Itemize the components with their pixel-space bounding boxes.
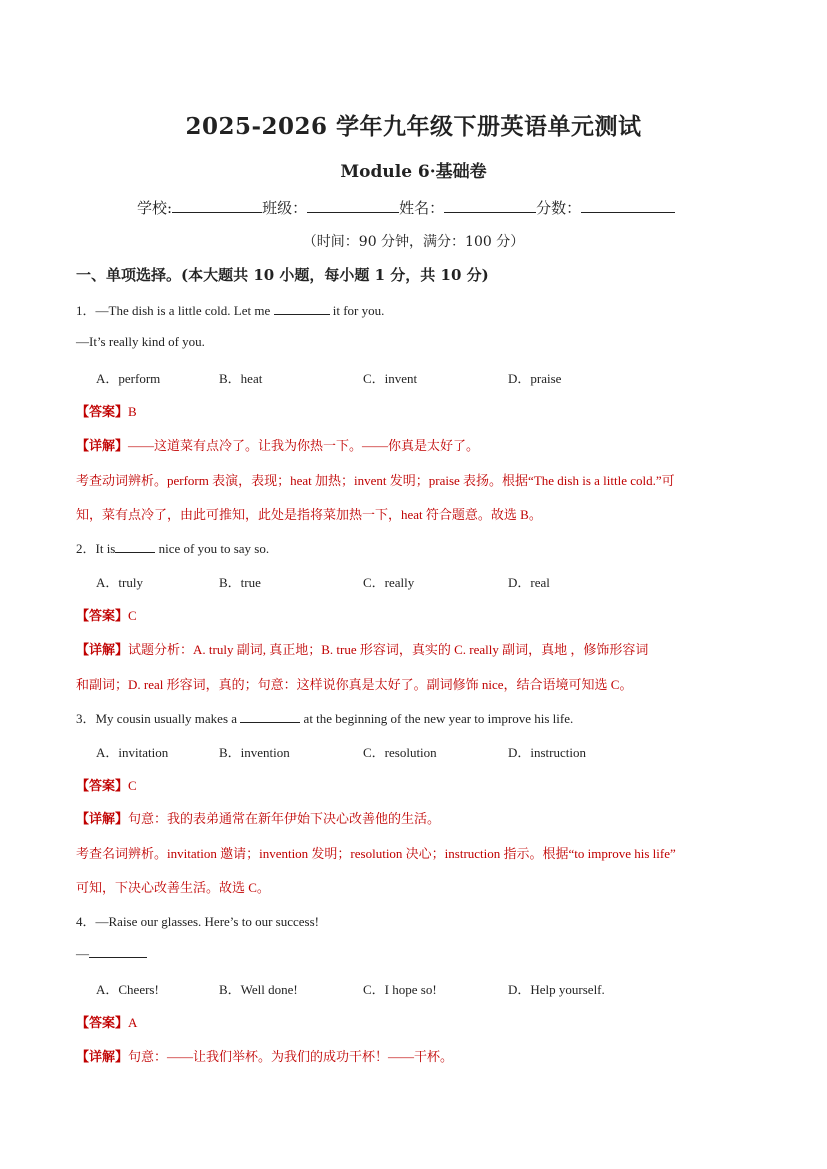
question-4-line2: — <box>76 945 147 962</box>
answer-blank <box>240 710 300 723</box>
q4-detail-line-1: 【详解】句意：——让我们举杯。为我们的成功干杯！——干杯。 <box>76 1049 454 1064</box>
student-info-line <box>137 197 675 218</box>
q3-option-c: C．resolution <box>363 745 437 760</box>
q3-option-d: D．instruction <box>508 745 586 760</box>
q4-option-c: C．I hope so! <box>363 982 437 997</box>
class-label: 班级： <box>262 199 308 217</box>
q3-option-b: B．invention <box>219 745 290 760</box>
name-blank <box>444 197 536 213</box>
score-blank <box>581 197 675 213</box>
question-1-stem: 1．—The dish is a little cold. Let me it for you. <box>76 303 385 318</box>
q1-answer: 【答案】B <box>76 404 137 419</box>
q1-detail-line-1: 【详解】——这道菜有点冷了。让我为你热一下。——你真是太好了。 <box>76 438 480 453</box>
question-3-stem: 3．My cousin usually makes a at the beginning of the new year to improve his life. <box>76 711 574 726</box>
q2-answer: 【答案】C <box>76 608 137 623</box>
q4-option-a: A．Cheers! <box>96 982 159 997</box>
q3-detail-line-1: 【详解】句意：我的表弟通常在新年伊始下决心改善他的生活。 <box>76 811 441 826</box>
question-2-stem: 2．It is nice of you to say so. <box>76 541 270 556</box>
q2-option-b: B．true <box>219 575 261 590</box>
answer-blank <box>89 945 147 958</box>
q1-option-a: A．perform <box>96 371 161 386</box>
q2-option-d: D．real <box>508 575 550 590</box>
q2-option-c: C．really <box>363 575 415 590</box>
q4-option-d: D．Help yourself. <box>508 982 605 997</box>
q1-option-b: B．heat <box>219 371 263 386</box>
q1-detail-line-3: 知，菜有点冷了，由此可推知，此处是指将菜加热一下，heat 符合题意。故选 B。 <box>76 507 542 522</box>
q2-option-a: A．truly <box>96 575 143 590</box>
time-note: （时间：90 分钟，满分：100 分） <box>302 234 525 250</box>
q4-option-b: B．Well done! <box>219 982 298 997</box>
document-subtitle: Module 6·基础卷 <box>340 162 487 182</box>
section-heading: 一、单项选择。(本大题共 10 小题，每小题 1 分，共 10 分) <box>76 266 489 284</box>
q3-option-a: A．invitation <box>96 745 169 760</box>
q3-detail-line-2: 考查名词辨析。invitation 邀请；invention 发明；resolution 决心；instruction 指示。根据“to improve his life” <box>76 846 676 861</box>
answer-blank <box>274 302 330 315</box>
question-1-line2: —It’s really kind of you. <box>76 334 205 349</box>
school-label: 学校: <box>137 199 173 217</box>
question-4-stem: 4．—Raise our glasses. Here’s to our success! <box>76 914 319 929</box>
name-label: 姓名： <box>399 199 445 217</box>
q2-detail-line-2: 和副词；D. real 形容词，真的；句意：这样说你真是太好了。副词修饰 nice，结合语境可知选 C。 <box>76 677 633 692</box>
q3-answer: 【答案】C <box>76 778 137 793</box>
q2-detail-line-1: 【详解】试题分析：A. truly 副词, 真正地；B. true 形容词，真实的 C. really 副词，真地 ，修饰形容词 <box>76 642 649 657</box>
q1-detail-line-2: 考查动词辨析。perform 表演，表现；heat 加热；invent 发明；praise 表扬。根据“The dish is a little cold.”可 <box>76 473 675 488</box>
q3-detail-line-3: 可知，下决心改善生活。故选 C。 <box>76 880 270 895</box>
class-blank <box>307 197 399 213</box>
q1-option-d: D．praise <box>508 371 562 386</box>
q1-option-c: C．invent <box>363 371 418 386</box>
q4-answer: 【答案】A <box>76 1015 138 1030</box>
answer-blank <box>115 540 155 553</box>
school-blank <box>172 197 262 213</box>
document-title: 2025-2026 学年九年级下册英语单元测试 <box>185 113 642 140</box>
score-label: 分数： <box>536 199 582 217</box>
